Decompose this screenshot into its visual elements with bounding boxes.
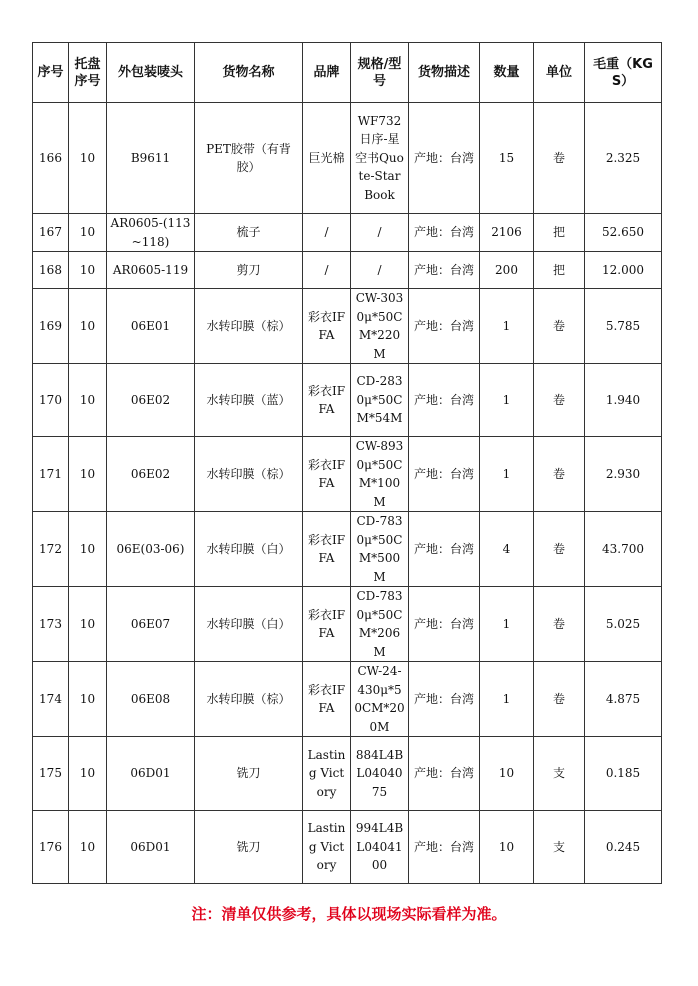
cell-spec: CD-2830μ*50CM*54M — [351, 364, 409, 437]
cell-seq: 167 — [33, 214, 69, 252]
cell-name: PET胶带（有背胶） — [195, 103, 303, 214]
header-seq: 序号 — [33, 43, 69, 103]
cell-desc: 产地：台湾 — [409, 437, 480, 512]
cell-pallet: 10 — [69, 364, 107, 437]
cell-brand: 巨光棉 — [303, 103, 351, 214]
cell-brand: 彩衣IFFA — [303, 587, 351, 662]
cell-desc: 产地：台湾 — [409, 512, 480, 587]
table-row — [33, 512, 662, 587]
header-name: 货物名称 — [195, 43, 303, 103]
cell-spec: 994L4BL0404100 — [351, 811, 409, 884]
cell-name: 铣刀 — [195, 737, 303, 811]
cell-unit: 把 — [534, 252, 585, 289]
cell-qty: 1 — [480, 289, 534, 364]
cell-pallet: 10 — [69, 437, 107, 512]
cell-unit: 卷 — [534, 289, 585, 364]
cell-seq: 174 — [33, 662, 69, 737]
table-row — [33, 587, 662, 662]
table-row — [33, 662, 662, 737]
header-qty: 数量 — [480, 43, 534, 103]
cell-unit: 支 — [534, 737, 585, 811]
cell-desc: 产地：台湾 — [409, 662, 480, 737]
cell-pallet: 10 — [69, 289, 107, 364]
header-brand: 品牌 — [303, 43, 351, 103]
cell-qty: 15 — [480, 103, 534, 214]
cell-unit: 卷 — [534, 587, 585, 662]
cell-name: 水转印膜（白） — [195, 512, 303, 587]
cell-brand: Lasting Victory — [303, 737, 351, 811]
cell-mark: 06E08 — [107, 662, 195, 737]
cargo-manifest-table — [32, 42, 662, 884]
cell-brand: 彩衣IFFA — [303, 289, 351, 364]
cell-qty: 10 — [480, 811, 534, 884]
cell-brand: 彩衣IFFA — [303, 662, 351, 737]
cell-desc: 产地：台湾 — [409, 252, 480, 289]
cell-qty: 1 — [480, 587, 534, 662]
cell-mark: 06E02 — [107, 437, 195, 512]
cell-seq: 166 — [33, 103, 69, 214]
cell-pallet: 10 — [69, 587, 107, 662]
cell-spec: / — [351, 214, 409, 252]
cell-desc: 产地：台湾 — [409, 811, 480, 884]
cell-seq: 172 — [33, 512, 69, 587]
header-mark: 外包装唛头 — [107, 43, 195, 103]
cell-unit: 把 — [534, 214, 585, 252]
cell-mark: 06E01 — [107, 289, 195, 364]
cell-weight: 52.650 — [585, 214, 662, 252]
cell-name: 铣刀 — [195, 811, 303, 884]
header-spec: 规格/型号 — [351, 43, 409, 103]
cell-mark: 06E(03-06) — [107, 512, 195, 587]
cell-seq: 169 — [33, 289, 69, 364]
cell-mark: AR0605-119 — [107, 252, 195, 289]
cell-mark: B9611 — [107, 103, 195, 214]
cell-name: 水转印膜（棕） — [195, 437, 303, 512]
cell-pallet: 10 — [69, 811, 107, 884]
cell-mark: 06E07 — [107, 587, 195, 662]
cell-brand: Lasting Victory — [303, 811, 351, 884]
cell-qty: 2106 — [480, 214, 534, 252]
table-header-row — [33, 43, 662, 103]
cell-spec: CW-24-430μ*50CM*200M — [351, 662, 409, 737]
cell-spec: CD-7830μ*50CM*500M — [351, 512, 409, 587]
cell-desc: 产地：台湾 — [409, 214, 480, 252]
disclaimer-note: 注：清单仅供参考，具体以现场实际看样为准。 — [191, 905, 507, 923]
cell-unit: 卷 — [534, 364, 585, 437]
cell-qty: 1 — [480, 364, 534, 437]
cell-weight: 0.245 — [585, 811, 662, 884]
cell-pallet: 10 — [69, 662, 107, 737]
cell-weight: 4.875 — [585, 662, 662, 737]
cell-spec: CD-7830μ*50CM*206M — [351, 587, 409, 662]
cell-seq: 170 — [33, 364, 69, 437]
cell-brand: 彩衣IFFA — [303, 437, 351, 512]
table-row — [33, 737, 662, 811]
cell-desc: 产地：台湾 — [409, 289, 480, 364]
cell-pallet: 10 — [69, 252, 107, 289]
cell-spec: 884L4BL0404075 — [351, 737, 409, 811]
cell-mark: 06E02 — [107, 364, 195, 437]
cell-brand: 彩衣IFFA — [303, 364, 351, 437]
cell-desc: 产地：台湾 — [409, 587, 480, 662]
cell-desc: 产地：台湾 — [409, 364, 480, 437]
cell-name: 水转印膜（棕） — [195, 289, 303, 364]
cell-qty: 10 — [480, 737, 534, 811]
cell-qty: 1 — [480, 662, 534, 737]
header-pallet: 托盘序号 — [69, 43, 107, 103]
header-desc: 货物描述 — [409, 43, 480, 103]
cell-weight: 43.700 — [585, 512, 662, 587]
cell-desc: 产地：台湾 — [409, 103, 480, 214]
cell-weight: 2.930 — [585, 437, 662, 512]
cell-spec: / — [351, 252, 409, 289]
cell-qty: 1 — [480, 437, 534, 512]
table-row — [33, 811, 662, 884]
cell-weight: 0.185 — [585, 737, 662, 811]
cell-qty: 200 — [480, 252, 534, 289]
cell-seq: 176 — [33, 811, 69, 884]
cell-brand: 彩衣IFFA — [303, 512, 351, 587]
cell-seq: 168 — [33, 252, 69, 289]
cell-weight: 2.325 — [585, 103, 662, 214]
cell-pallet: 10 — [69, 737, 107, 811]
cell-mark: 06D01 — [107, 811, 195, 884]
header-unit: 单位 — [534, 43, 585, 103]
cell-spec: CW-8930μ*50CM*100M — [351, 437, 409, 512]
cell-seq: 175 — [33, 737, 69, 811]
cell-pallet: 10 — [69, 214, 107, 252]
cell-name: 水转印膜（蓝） — [195, 364, 303, 437]
cell-brand: / — [303, 252, 351, 289]
header-weight: 毛重（KGS） — [585, 43, 662, 103]
cell-seq: 173 — [33, 587, 69, 662]
cell-spec: CW-3030μ*50CM*220M — [351, 289, 409, 364]
cell-brand: / — [303, 214, 351, 252]
cell-mark: 06D01 — [107, 737, 195, 811]
cell-spec: WF732日序-星空书Quote-Star Book — [351, 103, 409, 214]
cell-mark: AR0605-(113~118) — [107, 214, 195, 252]
cell-name: 水转印膜（白） — [195, 587, 303, 662]
cell-pallet: 10 — [69, 512, 107, 587]
cell-weight: 5.025 — [585, 587, 662, 662]
table-row — [33, 364, 662, 437]
cell-unit: 卷 — [534, 662, 585, 737]
cell-seq: 171 — [33, 437, 69, 512]
table-row — [33, 289, 662, 364]
cell-weight: 1.940 — [585, 364, 662, 437]
cell-name: 水转印膜（棕） — [195, 662, 303, 737]
table-row — [33, 214, 662, 252]
cell-weight: 12.000 — [585, 252, 662, 289]
table-row — [33, 437, 662, 512]
cell-name: 梳子 — [195, 214, 303, 252]
cell-unit: 卷 — [534, 512, 585, 587]
cell-name: 剪刀 — [195, 252, 303, 289]
table-row — [33, 103, 662, 214]
cell-pallet: 10 — [69, 103, 107, 214]
table-row — [33, 252, 662, 289]
cell-weight: 5.785 — [585, 289, 662, 364]
cell-unit: 卷 — [534, 103, 585, 214]
cell-unit: 支 — [534, 811, 585, 884]
cell-unit: 卷 — [534, 437, 585, 512]
cell-qty: 4 — [480, 512, 534, 587]
cell-desc: 产地：台湾 — [409, 737, 480, 811]
